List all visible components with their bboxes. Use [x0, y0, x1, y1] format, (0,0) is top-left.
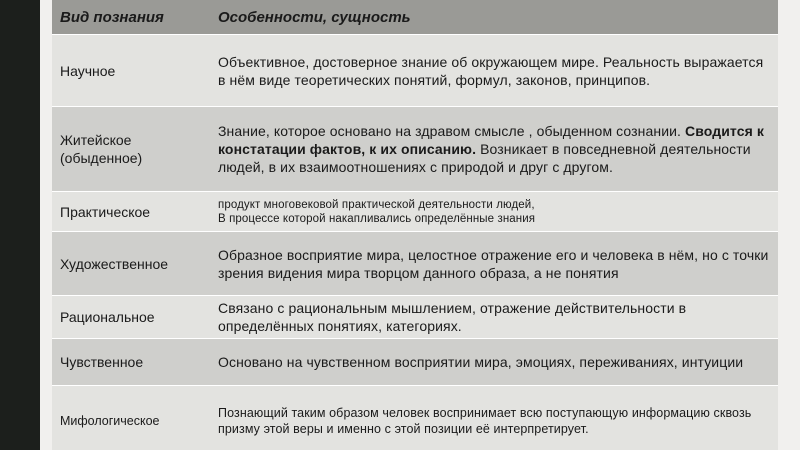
row-description: Образное восприятие мира, целостное отражение его и человека в нём, но с точки зрения видения мира творцом данного образа, а не понятия [210, 232, 778, 296]
description-bold-text: Сводится к констатации фактов, к их описанию. [218, 123, 764, 157]
table-row [52, 107, 778, 192]
row-description [210, 107, 778, 192]
description-line-2: В процессе которой накапливались определённые знания [218, 212, 536, 225]
left-dark-bar [0, 0, 40, 450]
row-type: Мифологическое [52, 386, 210, 450]
table-row [52, 232, 778, 296]
table-row [52, 192, 778, 232]
row-description: Познающий таким образом человек воспринимает всю поступающую информацию сквозь призму этой веры и именно с этой позиции её интерпретирует. [210, 386, 778, 450]
description-line-1: продукт многовековой практической деятельности людей, [218, 198, 535, 211]
table-row [52, 339, 778, 386]
header-knowledge-type: Вид познания [52, 0, 210, 35]
description-text: Знание, которое основано на здравом смысле , обыденном сознании. [218, 123, 686, 139]
table-row [52, 386, 778, 450]
header-features: Особенности, сущность [210, 0, 778, 35]
row-type: Чувственное [52, 339, 210, 386]
row-type: Рациональное [52, 296, 210, 339]
row-type: Художественное [52, 232, 210, 296]
row-description: Основано на чувственном восприятии мира, эмоциях, переживаниях, интуиции [210, 339, 778, 386]
table-header-row [52, 0, 778, 35]
row-description: Связано с рациональным мышлением, отражение действительности в определённых понятиях, категориях. [210, 296, 778, 339]
table-row [52, 35, 778, 107]
row-description: Объективное, достоверное знание об окружающем мире. Реальность выражается в нём виде теоретических понятий, формул, законов, принципов. [210, 35, 778, 107]
knowledge-types-table [52, 0, 778, 450]
row-type: Научное [52, 35, 210, 107]
row-type: Житейское (обыденное) [52, 107, 210, 192]
description-text-continued: Возникает в повседневной деятельности людей, в их взаимоотношениях с природой и друг с другом. [218, 141, 751, 175]
row-type: Практическое [52, 192, 210, 232]
knowledge-types-table-container [52, 0, 778, 450]
table-row [52, 296, 778, 339]
row-description [210, 192, 778, 232]
